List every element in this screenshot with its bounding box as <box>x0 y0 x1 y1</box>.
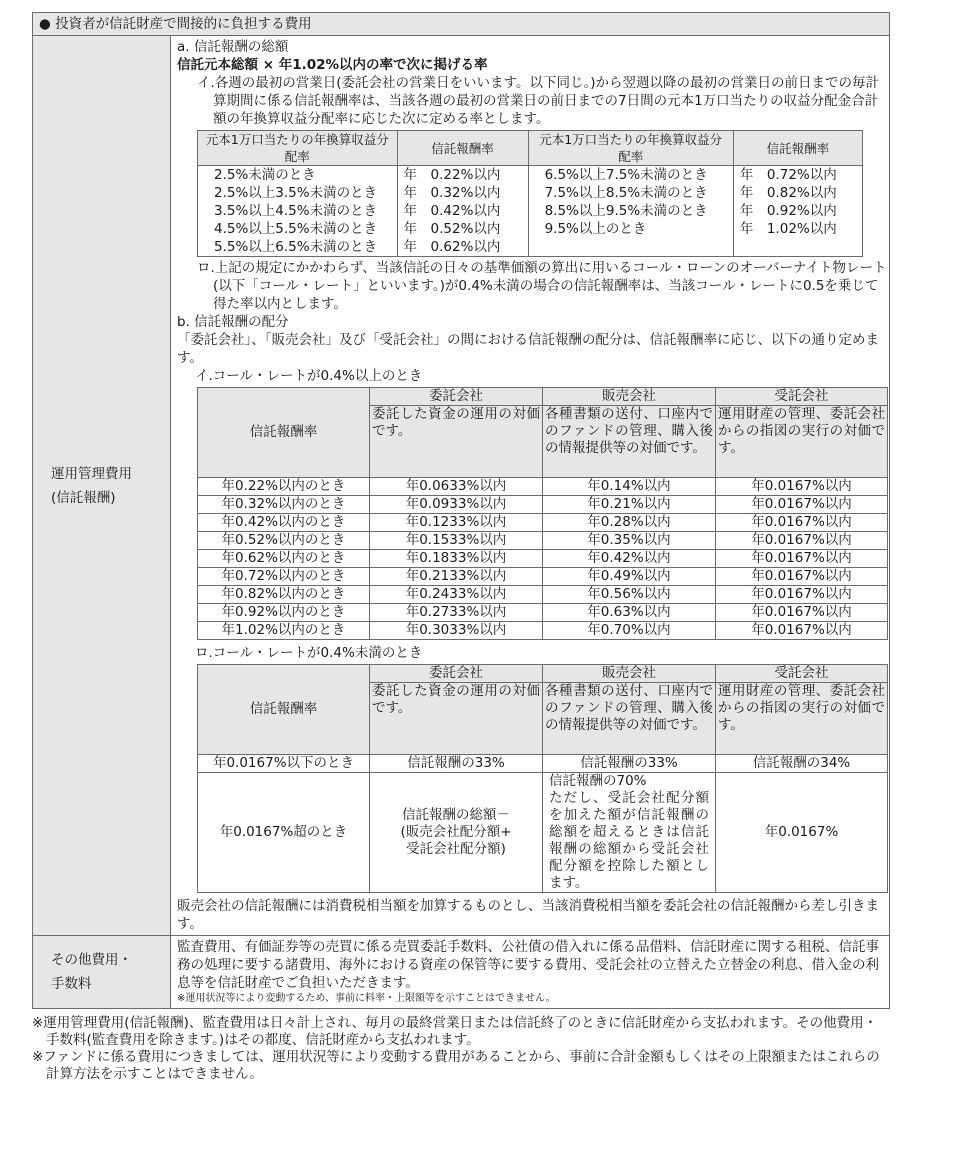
table-cell: 年0.1233%以内 <box>370 514 543 532</box>
tax-note: 販売会社の信託報酬には消費税相当額を加算するものとし、当該消費税相当額を委託会社の信託報酬から差し引きます。 <box>177 898 879 932</box>
label-line: その他費用・ <box>51 952 132 968</box>
desc-hanbai: 各種書類の送付、口座内でのファンドの管理、購入後の情報提供等の対価です。 <box>543 406 716 478</box>
rate-table-cell: 年 0.72%以内 <box>733 166 862 185</box>
fee-document <box>32 12 890 1083</box>
rate-table-cell: 4.5%以上5.5%未満のとき <box>198 220 398 238</box>
table-cell: 年0.35%以内 <box>543 532 716 550</box>
col-header-hanbai: 販売会社 <box>543 665 716 683</box>
table-cell: 年0.72%以内のとき <box>198 568 370 586</box>
other-fees-label <box>33 936 171 1009</box>
table-cell: 年0.0167%超のとき <box>198 773 370 893</box>
distribution-table-case1 <box>197 387 888 640</box>
rate-table-cell: 7.5%以上8.5%未満のとき <box>528 184 733 202</box>
col-header-itaku: 委託会社 <box>370 665 543 683</box>
table-cell: 年0.0167%以内 <box>716 586 888 604</box>
rate-table-row <box>198 166 863 185</box>
rate-table-cell: 9.5%以上のとき <box>528 220 733 238</box>
rate-table-cell: 年 0.32%以内 <box>397 184 528 202</box>
rate-table-cell: 年 0.92%以内 <box>733 202 862 220</box>
rate-table-row <box>198 238 863 257</box>
table-cell: 信託報酬の33% <box>543 755 716 773</box>
rate-table-cell: 3.5%以上4.5%未満のとき <box>198 202 398 220</box>
table-cell: 年0.0167%以内 <box>716 550 888 568</box>
col-header-itaku: 委託会社 <box>370 388 543 406</box>
fee-table <box>32 12 890 1009</box>
rate-table-header: 元本1万口当たりの年換算収益分配率 <box>198 131 398 166</box>
desc-hanbai: 各種書類の送付、口座内でのファンドの管理、購入後の情報提供等の対価です。 <box>543 683 716 755</box>
desc-jutaku: 運用財産の管理、委託会社からの指図の実行の対価です。 <box>716 406 888 478</box>
table-cell: 年0.0167% <box>716 773 888 893</box>
label-line: 手数料 <box>51 976 92 992</box>
rate-table-row <box>198 202 863 220</box>
total-rate-statement: 信託元本総額 × 年1.02%以内の率で次に掲げる率 <box>177 57 488 73</box>
table-row <box>198 622 888 640</box>
rate-table-cell: 年 0.22%以内 <box>397 166 528 185</box>
section-header: ● 投資者が信託財産で間接的に負担する費用 <box>33 13 890 36</box>
table-cell: 年0.0933%以内 <box>370 496 543 514</box>
table-cell: 年0.2133%以内 <box>370 568 543 586</box>
desc-jutaku: 運用財産の管理、委託会社からの指図の実行の対価です。 <box>716 683 888 755</box>
table-cell: 年0.0167%以内 <box>716 532 888 550</box>
footnotes <box>32 1015 890 1083</box>
case2-title: ロ.コール・レートが0.4%未満のとき <box>195 645 423 661</box>
subsection-a-title: a. 信託報酬の総額 <box>177 39 289 55</box>
table-cell: 年0.0167%以下のとき <box>198 755 370 773</box>
rate-table-header: 信託報酬率 <box>733 131 862 166</box>
table-cell: 年0.0633%以内 <box>370 478 543 496</box>
table-row <box>198 514 888 532</box>
table-cell: 年0.28%以内 <box>543 514 716 532</box>
table-cell: 年0.70%以内 <box>543 622 716 640</box>
table-cell: 年0.56%以内 <box>543 586 716 604</box>
table-cell: 年0.1533%以内 <box>370 532 543 550</box>
table-row <box>198 496 888 514</box>
rate-table-cell: 2.5%未満のとき <box>198 166 398 185</box>
label-line: (信託報酬) <box>51 489 116 506</box>
case1-title: イ.コール・レートが0.4%以上のとき <box>195 368 423 384</box>
distribution-table-case2 <box>197 664 888 893</box>
table-cell: 年0.52%以内のとき <box>198 532 370 550</box>
rate-table-cell: 6.5%以上7.5%未満のとき <box>528 166 733 185</box>
table-row <box>198 550 888 568</box>
table-cell: 年0.63%以内 <box>543 604 716 622</box>
rate-table-cell: 年 0.82%以内 <box>733 184 862 202</box>
rate-table-cell: 年 0.52%以内 <box>397 220 528 238</box>
table-cell: 年0.14%以内 <box>543 478 716 496</box>
table-cell: 信託報酬の33% <box>370 755 543 773</box>
table-cell: 年0.2433%以内 <box>370 586 543 604</box>
table-row <box>198 604 888 622</box>
footnote: ※ファンドに係る費用につきましては、運用状況等により変動する費用があることから、事前に合計金額もしくはその上限額またはこれらの計算方法を示すことはできません。 <box>32 1049 880 1082</box>
table-cell: 年0.0167%以内 <box>716 478 888 496</box>
rate-table-header: 信託報酬率 <box>397 131 528 166</box>
table-row <box>198 586 888 604</box>
clause-ro: ロ.上記の規定にかかわらず、当該信託の日々の基準価額の算出に用いるコール・ローンのオーバーナイト物レート(以下「コール・レート」といいます。)が0.4%未満の場合の信託報酬率は、当該コール・レートに0.5を乗じて得た率以内とします。 <box>197 260 887 312</box>
table-cell: 年0.32%以内のとき <box>198 496 370 514</box>
table-cell: 年0.21%以内 <box>543 496 716 514</box>
table-cell: 信託報酬の70% ただし、受託会社配分額を加えた額が信託報酬の総額を超えるときは信託報酬の総額から受託会社配分額を控除した額とします。 <box>543 773 716 893</box>
table-cell: 信託報酬の34% <box>716 755 888 773</box>
rate-col-header: 信託報酬率 <box>198 665 370 755</box>
rate-table-cell: 5.5%以上6.5%未満のとき <box>198 238 398 257</box>
desc-itaku: 委託した資金の運用の対価です。 <box>370 683 543 755</box>
footnote: ※運用管理費用(信託報酬)、監査費用は日々計上され、毎月の最終営業日または信託終了のときに信託財産から支払われます。その他費用・手数料(監査費用を除きます。)はその都度、信託財産から支払われます。 <box>32 1015 878 1048</box>
rate-table-row <box>198 184 863 202</box>
rate-table <box>197 130 863 257</box>
table-cell: 年0.82%以内のとき <box>198 586 370 604</box>
table-cell: 年0.49%以内 <box>543 568 716 586</box>
rate-table-cell: 年 1.02%以内 <box>733 220 862 238</box>
table-row <box>198 478 888 496</box>
clause-i: イ.各週の最初の営業日(委託会社の営業日をいいます。以下同じ。)から翌週以降の最初の営業日の前日までの毎計算期間に係る信託報酬率は、当該各週の最初の営業日の前日までの7日間の元本1万口当たりの収益分配金合計額の年換算収益分配率に応じた次に定める率とします。 <box>197 75 879 127</box>
table-cell: 年0.42%以内 <box>543 550 716 568</box>
col-header-hanbai: 販売会社 <box>543 388 716 406</box>
rate-table-cell: 年 0.42%以内 <box>397 202 528 220</box>
management-fee-content <box>171 36 890 936</box>
table-cell: 年0.2733%以内 <box>370 604 543 622</box>
other-fees-content <box>171 936 890 1009</box>
rate-table-cell: 8.5%以上9.5%未満のとき <box>528 202 733 220</box>
rate-table-cell <box>733 238 862 257</box>
rate-table-cell: 年 0.62%以内 <box>397 238 528 257</box>
management-fee-label <box>33 36 171 936</box>
table-cell: 年0.62%以内のとき <box>198 550 370 568</box>
subsection-b-title: b. 信託報酬の配分 <box>177 314 289 330</box>
table-cell: 年0.92%以内のとき <box>198 604 370 622</box>
label-line: 運用管理費用 <box>51 465 132 482</box>
table-cell: 年0.0167%以内 <box>716 604 888 622</box>
rate-table-cell: 2.5%以上3.5%未満のとき <box>198 184 398 202</box>
other-fees-text: 監査費用、有価証券等の売買に係る売買委託手数料、公社債の借入れに係る品借料、信託財産に関する租税、信託事務の処理に要する諸費用、海外における資産の保管等に要する費用、受託会社の立替えた立替金の利息、借入金の利息等を信託財産でご負担いただきます。 <box>177 939 879 991</box>
table-cell: 年0.0167%以内 <box>716 568 888 586</box>
distribution-intro: 「委託会社」、「販売会社」及び「受託会社」の間における信託報酬の配分は、信託報酬率に応じ、以下の通り定めます。 <box>177 332 879 366</box>
table-cell: 信託報酬の総額－ (販売会社配分額+ 受託会社配分額) <box>370 773 543 893</box>
rate-table-header: 元本1万口当たりの年換算収益分配率 <box>528 131 733 166</box>
desc-itaku: 委託した資金の運用の対価です。 <box>370 406 543 478</box>
table-cell: 年0.22%以内のとき <box>198 478 370 496</box>
table-cell: 年0.1833%以内 <box>370 550 543 568</box>
rate-col-header: 信託報酬率 <box>198 388 370 478</box>
table-row <box>198 568 888 586</box>
col-header-jutaku: 受託会社 <box>716 665 888 683</box>
table-cell: 年0.0167%以内 <box>716 514 888 532</box>
rate-table-row <box>198 220 863 238</box>
col-header-jutaku: 受託会社 <box>716 388 888 406</box>
table-cell: 年0.0167%以内 <box>716 496 888 514</box>
table-cell: 年0.3033%以内 <box>370 622 543 640</box>
rate-table-cell <box>528 238 733 257</box>
table-cell: 年1.02%以内のとき <box>198 622 370 640</box>
table-row <box>198 532 888 550</box>
table-cell: 年0.0167%以内 <box>716 622 888 640</box>
other-fees-note: ※運用状況等により変動するため、事前に料率・上限額等を示すことはできません。 <box>177 993 556 1004</box>
table-cell: 年0.42%以内のとき <box>198 514 370 532</box>
